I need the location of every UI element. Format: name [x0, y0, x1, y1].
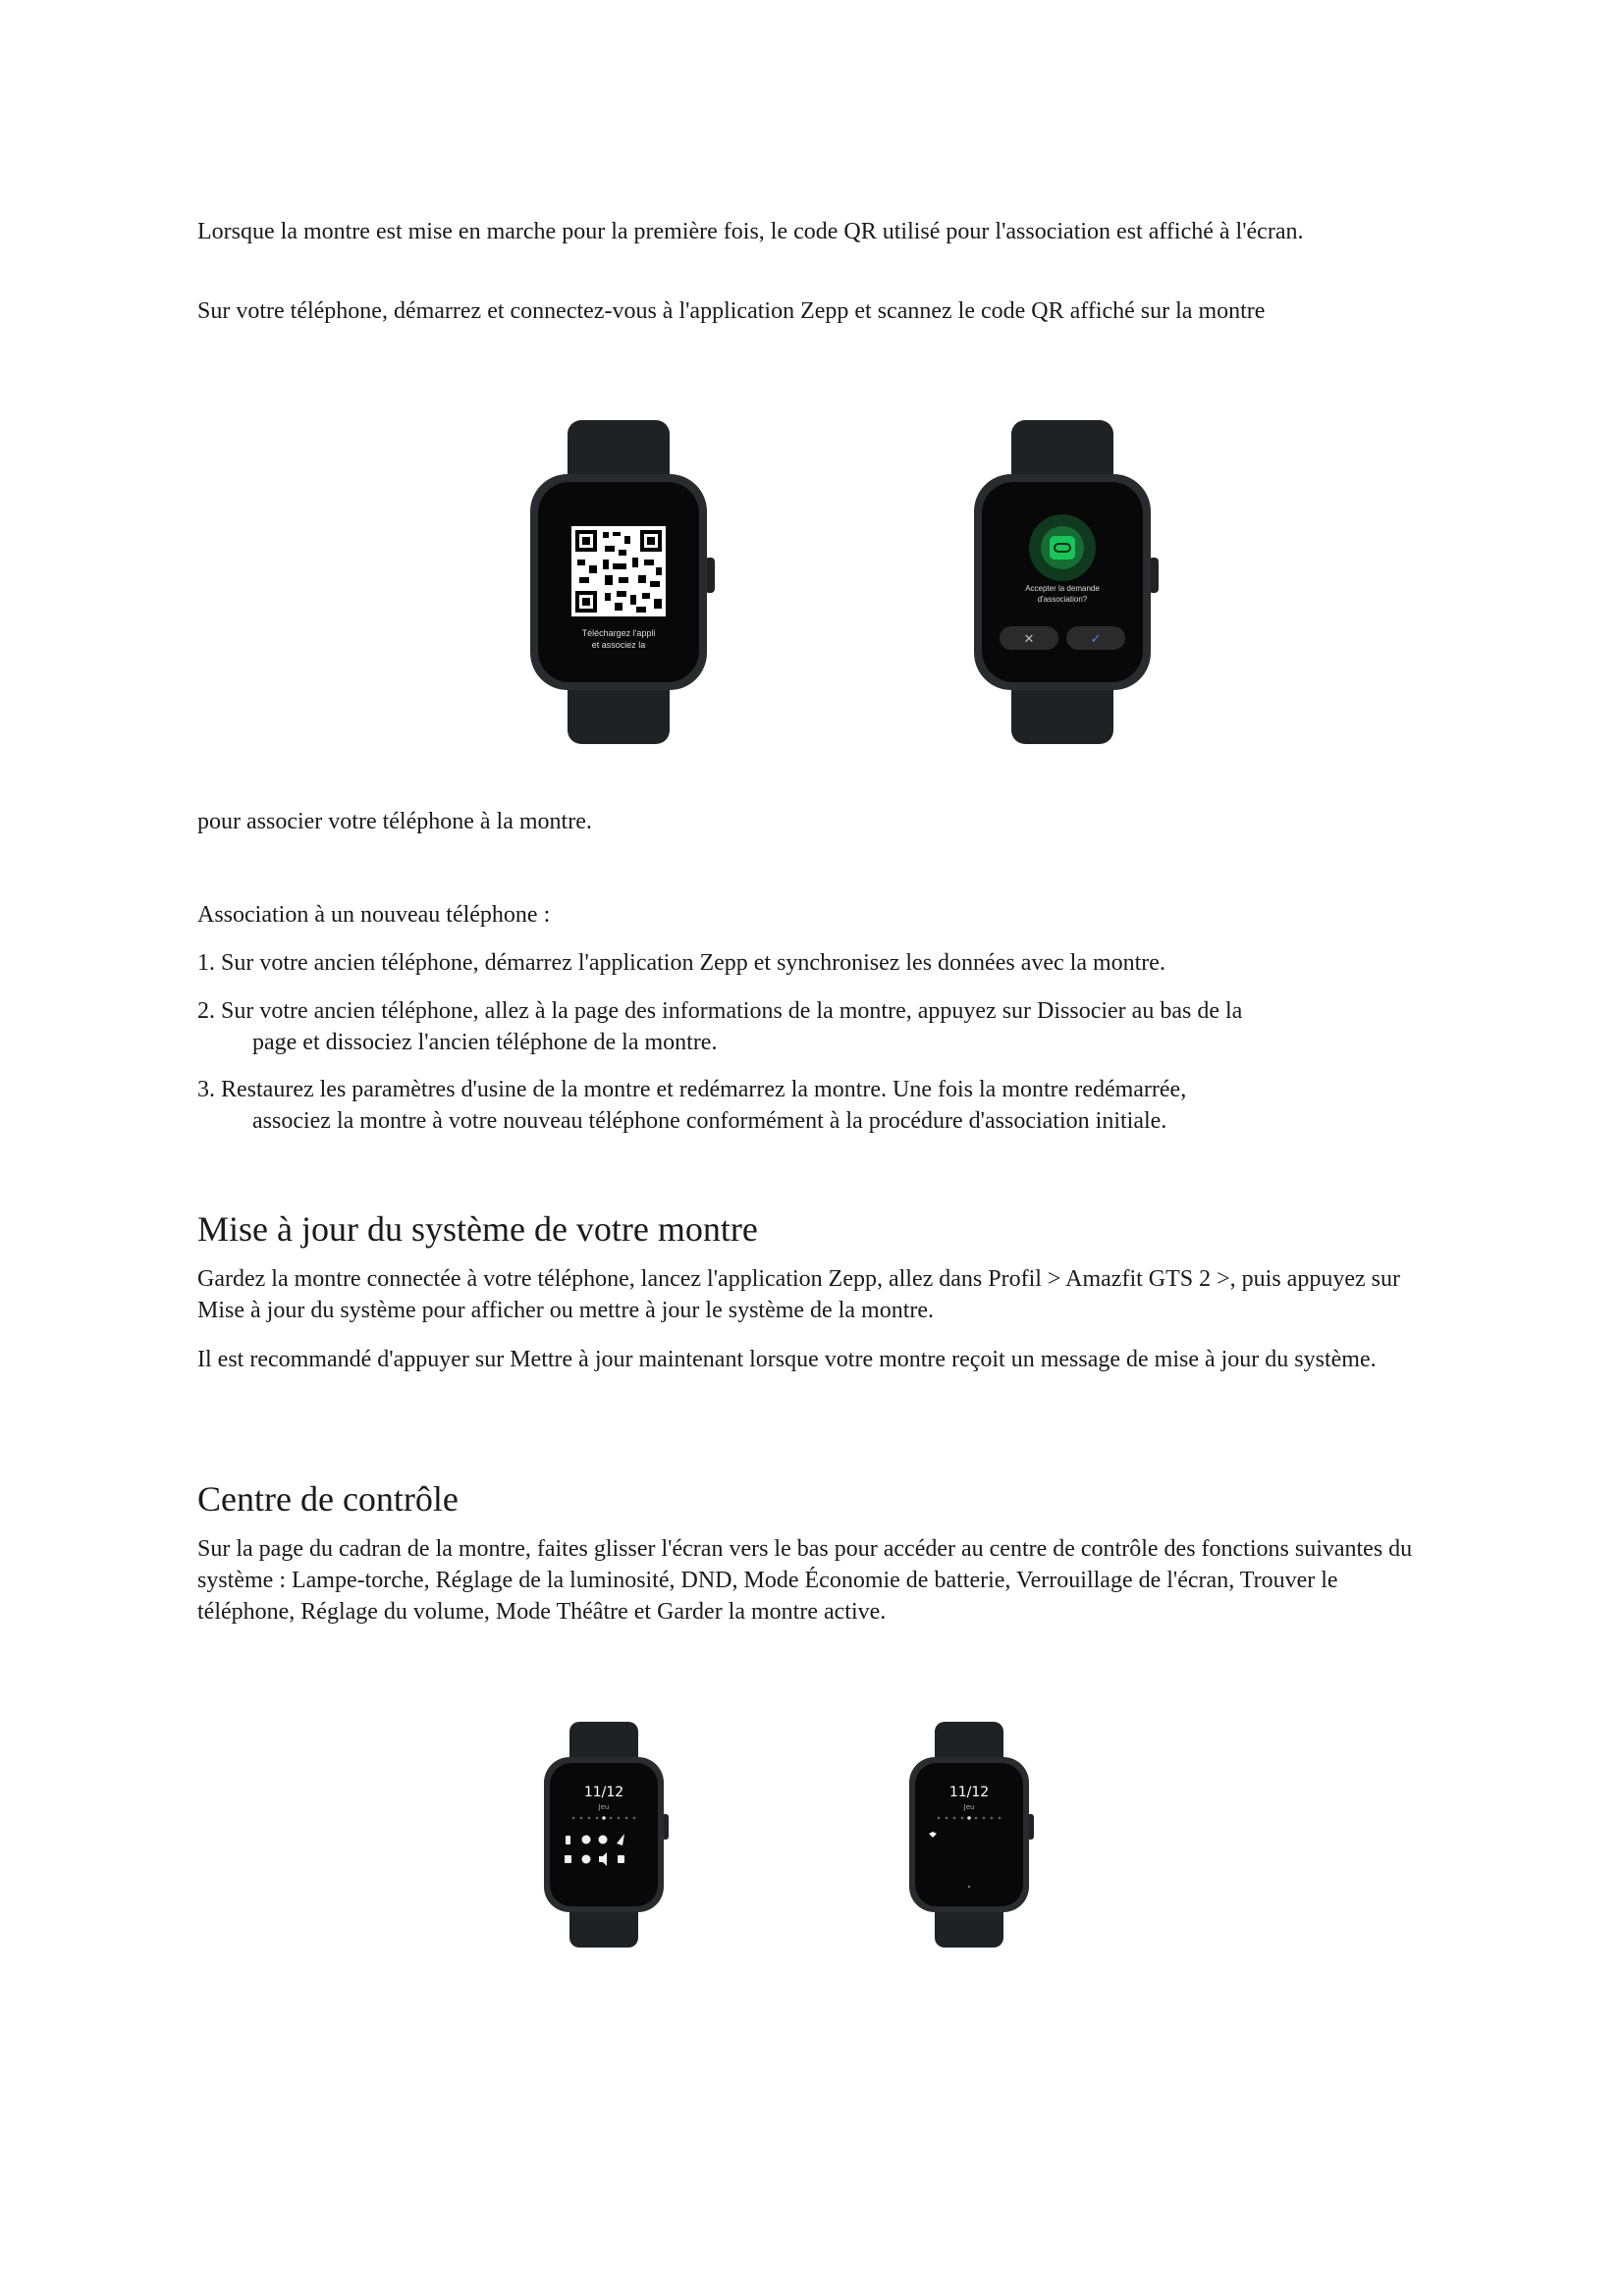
intro-paragraph-3: pour associer votre téléphone à la montre.: [197, 809, 592, 834]
watch-cc1-date: 11/12: [583, 1785, 624, 1800]
lock-icon[interactable]: [565, 1855, 571, 1863]
watch-confirm-line2: d'association?: [1037, 595, 1088, 604]
check-icon: ✓: [1090, 632, 1102, 647]
update-heading: Mise à jour du système de votre montre: [197, 1209, 758, 1249]
watch-control-center-collapsed-image: [903, 1722, 1035, 1948]
update-paragraph-1: Gardez la montre connectée à votre téléphone, lancez l'application Zepp, allez dans Profil > Amazfit GTS 2 >, puis appuyez sur Mise à jour du système pour afficher ou mettre à jour le système de la montre.: [197, 1266, 1400, 1323]
pairing-icon: [1050, 536, 1075, 560]
watch-confirm-image: [964, 420, 1161, 744]
flashlight-icon[interactable]: [566, 1836, 570, 1844]
update-paragraph-2: Il est recommandé d'appuyer sur Mettre à jour maintenant lorsque votre montre reçoit un message de mise à jour du système.: [197, 1347, 1377, 1372]
watch-qr-line1: Téléchargez l'appli: [581, 628, 656, 638]
brightness-icon[interactable]: [582, 1836, 591, 1844]
new-phone-title: Association à un nouveau téléphone :: [197, 902, 551, 928]
list-item: 3. Restaurez les paramètres d'usine de la montre et redémarrez la montre. Une fois la montre redémarrée, associez la montre à votre nouveau téléphone conformément à la procédure d'association initiale.: [197, 1077, 1187, 1134]
watch-control-center-image: [538, 1722, 670, 1948]
watch-cc2-day: Jeu: [963, 1803, 975, 1811]
dnd-icon[interactable]: [599, 1836, 608, 1844]
watch-qr-line2: et associez la: [591, 640, 646, 650]
close-icon: ✕: [1023, 632, 1035, 647]
find-phone-icon[interactable]: [582, 1855, 591, 1864]
intro-paragraph-1: Lorsque la montre est mise en marche pour la première fois, le code QR utilisé pour l'association est affiché à l'écran.: [197, 219, 1304, 244]
watch-cc1-day: Jeu: [598, 1803, 610, 1811]
list-item: 2. Sur votre ancien téléphone, allez à la page des informations de la montre, appuyez sur Dissocier au bas de la page et dissociez l'ancien téléphone de la montre.: [197, 998, 1243, 1055]
control-paragraph-1: Sur la page du cadran de la montre, faites glisser l'écran vers le bas pour accéder au centre de contrôle des fonctions suivantes du système : Lampe-torche, Réglage de la luminosité, DND, Mode Économie de batterie, Verrouillage de l'écran, Trouver le téléphone, Réglage du volume, Mode Théâtre et Garder la montre active.: [197, 1536, 1413, 1625]
watch-confirm-line1: Accepter la demande: [1025, 584, 1100, 593]
theater-mode-icon[interactable]: [618, 1855, 624, 1863]
list-item: 1. Sur votre ancien téléphone, démarrez l'application Zepp et synchronisez les données avec la montre.: [197, 950, 1165, 976]
intro-paragraph-2: Sur votre téléphone, démarrez et connectez-vous à l'application Zepp et scannez le code QR affiché sur la montre: [197, 298, 1266, 324]
watch-cc2-date: 11/12: [948, 1785, 990, 1800]
watch-qr-image: [520, 420, 717, 744]
control-heading: Centre de contrôle: [197, 1479, 459, 1519]
